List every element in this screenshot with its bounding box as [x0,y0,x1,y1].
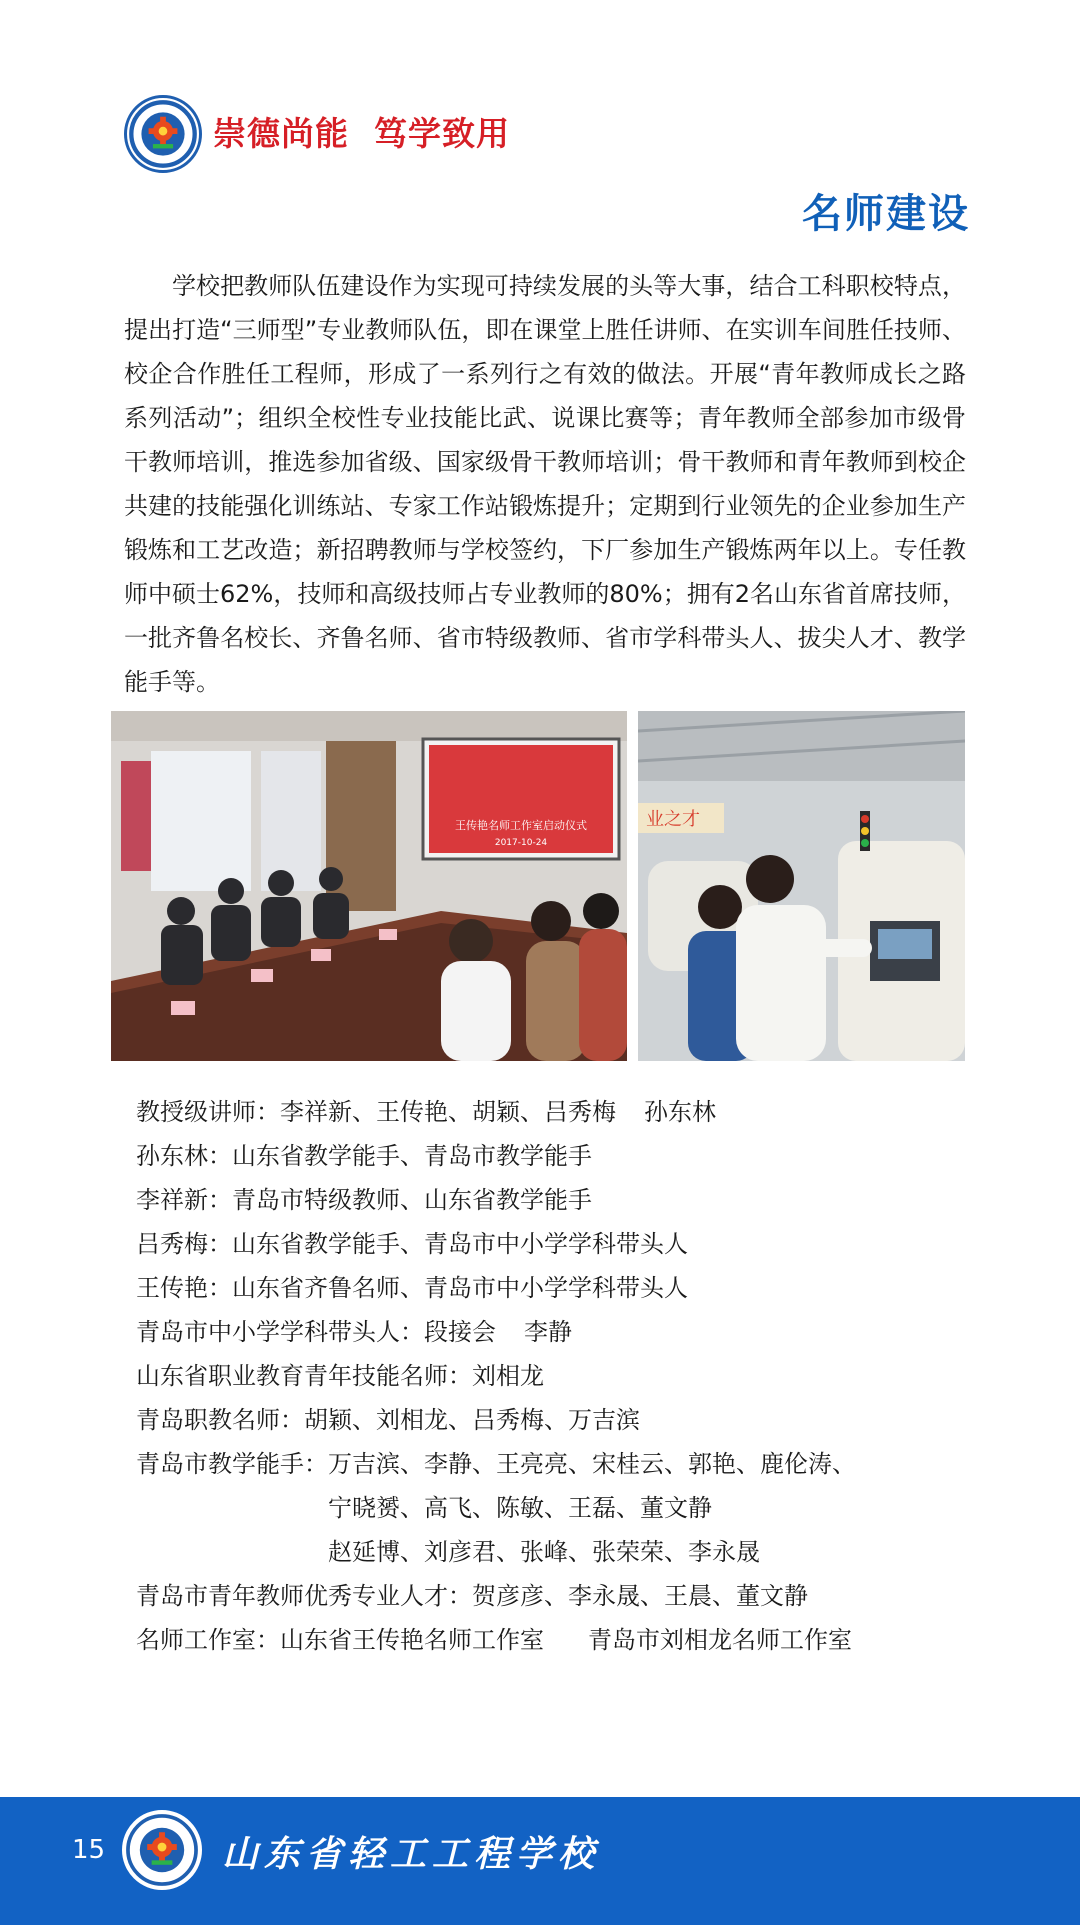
honor-item: 教授级讲师：李祥新、王传艳、胡颖、吕秀梅 孙东林 [136,1098,716,1126]
honor-item: 名师工作室：山东省王传艳名师工作室 青岛市刘相龙名师工作室 [136,1626,852,1654]
honor-item: 青岛市青年教师优秀专业人才：贺彦彦、李永晟、王晨、董文静 [136,1582,808,1610]
school-name: 山东省轻工工程学校 [222,1833,601,1875]
school-motto: 崇德尚能 笃学致用 [213,114,510,153]
workshop-photo [638,711,965,1061]
school-logo [124,95,202,173]
footer-logo [122,1810,202,1890]
honor-item: 吕秀梅：山东省教学能手、青岛市中小学学科带头人 [136,1230,688,1258]
honor-item: 青岛市中小学学科带头人：段接会 李静 [136,1318,572,1346]
screen-date: 2017-10-24 [494,838,548,848]
teaching-experts-line: 赵延博、刘彦君、张峰、张荣荣、李永晟 [328,1538,760,1566]
honor-item-teaching-experts: 青岛市教学能手： 万吉滨、李静、王亮亮、宋桂云、郭艳、鹿伦涛、 宁晓赟、高飞、陈敏、王磊、董文静 赵延博、刘彦君、张峰、张荣荣、李永晟 [136,1442,1016,1574]
honors-list [136,1090,1016,1662]
meeting-photo [111,711,627,1061]
honor-item: 青岛职教名师：胡颖、刘相龙、吕秀梅、万吉滨 [136,1406,640,1434]
section-title: 名师建设 [802,191,970,237]
page-number: 15 [72,1835,106,1865]
honor-item: 王传艳：山东省齐鲁名师、青岛市中小学学科带头人 [136,1274,688,1302]
intro-paragraph: 学校把教师队伍建设作为实现可持续发展的头等大事，结合工科职校特点，提出打造“三师型”专业教师队伍，即在课堂上胜任讲师、在实训车间胜任技师、校企合作胜任工程师，形成了一系列行之有效的做法。开展“青年教师成长之路系列活动”；组织全校性专业技能比武、说课比赛等；青年教师全部参加市级骨干教师培训，推选参加省级、国家级骨干教师培训；骨干教师和青年教师到校企共建的技能强化训练站、专家工作站锻炼提升；定期到行业领先的企业参加生产锻炼和工艺改造；新招聘教师与学校签约，下厂参加生产锻炼两年以上。专任教师中硕士62%，技师和高级技师占专业教师的80%；拥有2名山东省首席技师，一批齐鲁名校长、齐鲁名师、省市特级教师、省市学科带头人、拔尖人才、教学能手等。 [124,272,966,696]
workshop-banner: 业之才 [646,809,700,830]
honor-item: 孙东林：山东省教学能手、青岛市教学能手 [136,1142,592,1170]
teaching-experts-line: 宁晓赟、高飞、陈敏、王磊、董文静 [328,1494,712,1522]
honor-item: 李祥新：青岛市特级教师、山东省教学能手 [136,1186,592,1214]
screen-title: 王传艳名师工作室启动仪式 [455,819,587,832]
teaching-experts-line: 万吉滨、李静、王亮亮、宋桂云、郭艳、鹿伦涛、 [328,1450,856,1478]
honor-item: 山东省职业教育青年技能名师：刘相龙 [136,1362,544,1390]
